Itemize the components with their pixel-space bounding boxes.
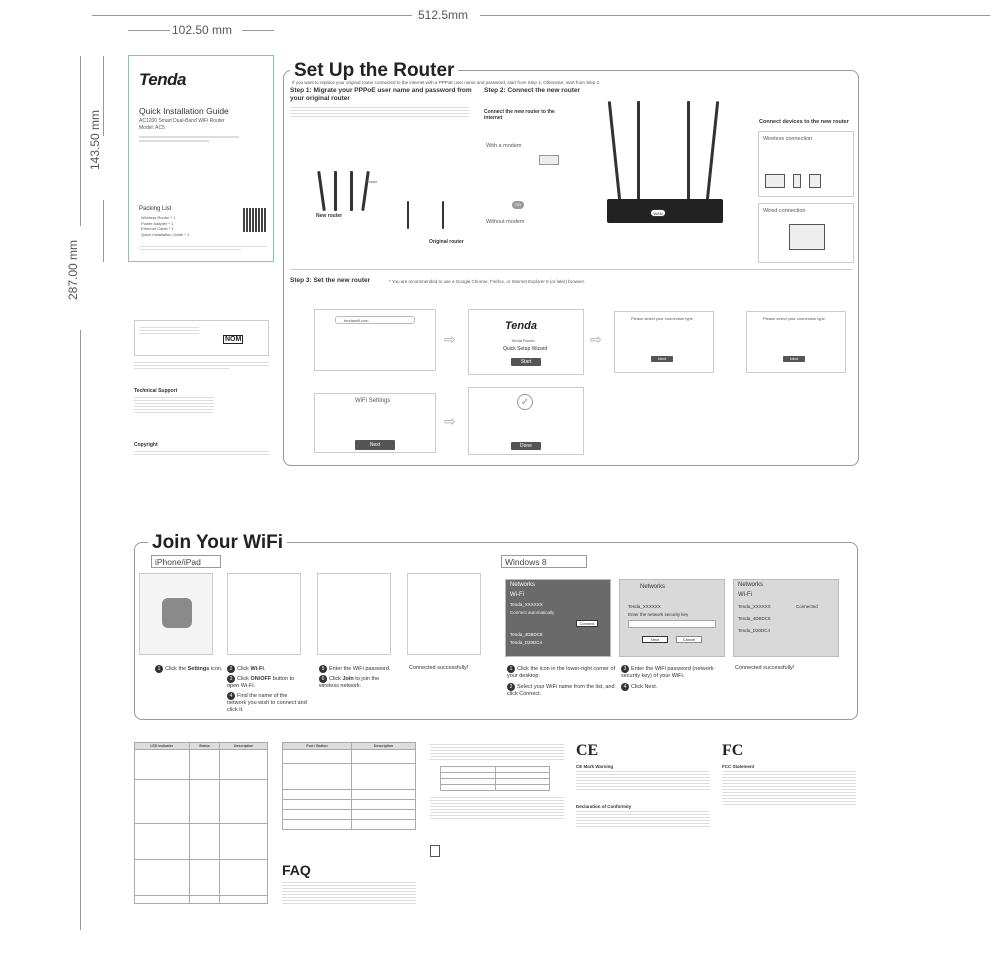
win-success: Connected successfully! xyxy=(735,665,795,671)
ios-step-2-4: 2 Click Wi-Fi. 3 Click ON/OFF button to open Wi-Fi. 4 Find the name of the network you wish to connect and click it. xyxy=(227,666,307,713)
wifi-settings-title: WiFi Settings xyxy=(355,398,391,404)
setup-intro: If you want to replace your original router connected to the internet with a PPPoE user name and password, start from Step 1. Otherwise, start from Step 2. xyxy=(292,80,601,85)
connection-type-title-2: Please select your connection type xyxy=(763,316,825,321)
without-modem-label: Without modem xyxy=(486,219,525,225)
modem-box xyxy=(539,155,559,165)
wireless-box xyxy=(758,131,854,197)
packing-list xyxy=(141,215,189,237)
win-ssid-item: Tenda_D20DC4 xyxy=(738,628,771,633)
faq-title: FAQ xyxy=(282,862,311,878)
weee-bin-icon xyxy=(430,845,440,857)
arrow-icon: ⇨ xyxy=(590,331,602,347)
done-button[interactable]: Done xyxy=(511,442,541,450)
win-enter-key-label: Enter the network security key xyxy=(628,612,689,617)
win-ssid-item[interactable]: Tenda_D20DC4 xyxy=(510,640,543,645)
packing-list-title: Packing List xyxy=(139,206,172,212)
total-height-dim: 287.00 mm xyxy=(66,239,80,300)
qr-code xyxy=(243,208,267,232)
nom-mark: NOM xyxy=(225,336,242,343)
win-next-button[interactable]: Next xyxy=(642,636,668,643)
setup-title: Set Up the Router xyxy=(290,60,458,82)
win-wifi-label: Wi-Fi xyxy=(738,592,752,598)
win-connected-status: Connected xyxy=(796,604,818,609)
ce-mark: CE xyxy=(576,742,599,759)
windows-label: Windows 8 xyxy=(501,555,587,568)
guide-model: Model: AC5 xyxy=(139,125,165,131)
cover-height-dim: 143.50 mm xyxy=(88,109,102,170)
step2-title: Step 2: Connect the new router xyxy=(484,87,581,94)
arrow-icon: ⇨ xyxy=(444,413,456,429)
power-label: Power xyxy=(366,179,378,184)
win-ssid-item[interactable]: Tenda_4DBDC8 xyxy=(510,632,543,637)
ce-warning-title: CE Mark Warning xyxy=(576,764,614,769)
step3-title: Step 3: Set the new router xyxy=(290,277,371,284)
fcc-mark: FC xyxy=(722,742,744,759)
next-button[interactable]: Next xyxy=(651,356,673,362)
win-networks-title: Networks xyxy=(510,582,536,588)
win-connect-button[interactable]: Connect xyxy=(576,620,598,627)
wifi-panel xyxy=(134,542,858,720)
ios-connected-screen xyxy=(407,573,481,655)
new-router-illustration xyxy=(314,171,374,211)
cover-panel xyxy=(128,55,274,262)
tech-support-title: Technical Support xyxy=(134,388,178,394)
fcc-column xyxy=(722,742,856,807)
win-ssid-item: Tenda_XXXXXX xyxy=(738,604,771,609)
url-text: tendawifi.com xyxy=(344,318,369,323)
wifi-settings-screen xyxy=(314,393,436,453)
compliance-box xyxy=(134,320,269,356)
wired-box xyxy=(758,203,854,263)
win-step-3-4: 3 Enter the WiFi password (network security key) of your WiFi. 4 Click Next. xyxy=(621,666,714,690)
check-icon: ✓ xyxy=(517,394,533,410)
wifi-next-button[interactable]: Next xyxy=(355,440,395,450)
ios-password-screen xyxy=(317,573,391,655)
quick-setup-screen xyxy=(468,309,584,375)
with-modem-label: With a modem xyxy=(486,143,522,149)
browser-address-bar[interactable] xyxy=(335,316,415,324)
win-ssid-item: Tenda_4DBDC8 xyxy=(738,616,771,621)
win-connected xyxy=(733,579,839,657)
led-table: LED Indicator Status Description xyxy=(134,742,268,904)
wan-badge: WAN xyxy=(650,209,666,217)
setup-panel xyxy=(283,70,859,466)
or-badge: OR xyxy=(512,201,524,209)
doc-title: Declaration of Conformity xyxy=(576,804,632,809)
guide-subtitle: AC1200 Smart Dual-Band WiFi Router xyxy=(139,118,225,124)
arrow-icon: ⇨ xyxy=(444,331,456,347)
ios-step-1: 1 Click the Settings icon. xyxy=(155,665,225,673)
quick-setup-label: Quick Setup Wizard xyxy=(503,346,548,352)
packing-item: Power Adapter * 1 xyxy=(141,220,174,226)
win-key-input[interactable] xyxy=(628,620,716,628)
tenda-logo: Tenda xyxy=(505,320,537,332)
ce-column xyxy=(576,742,710,829)
win-wifi-label: Wi-Fi xyxy=(510,592,524,598)
next-button-2[interactable]: Next xyxy=(783,356,805,362)
faq-column xyxy=(430,742,564,857)
info-column xyxy=(128,262,274,470)
fcc-title: FCC Statement xyxy=(722,764,755,769)
connection-type-title: Please select your connection type xyxy=(631,316,693,321)
iphone-label: iPhone/iPad xyxy=(151,555,221,568)
win-ssid-selected: Tenda_XXXXXX xyxy=(628,604,661,609)
tenda-router-label: Tenda Router xyxy=(511,338,536,343)
packing-item: Wireless Router * 1 xyxy=(141,215,176,220)
guide-title: Quick Installation Guide xyxy=(139,106,229,116)
wired-connection-label: Wired connection xyxy=(763,208,806,214)
total-width-dim: 512.5mm xyxy=(418,8,469,22)
packing-item: Quick Installation Guide * 1 xyxy=(141,231,190,237)
connection-type-screen-2 xyxy=(746,311,846,373)
wifi-title: Join Your WiFi xyxy=(148,532,287,554)
original-router-illustration xyxy=(402,201,452,231)
port-table: Port / Button Description xyxy=(282,742,416,830)
connect-devices-title: Connect devices to the new router xyxy=(759,119,849,125)
win-connect-auto[interactable]: Connect automatically xyxy=(510,610,555,615)
brand-logo: Tenda xyxy=(139,70,186,89)
win-networks-title: Networks xyxy=(738,582,764,588)
copyright-title: Copyright xyxy=(134,442,158,448)
step1-title: Step 1: Migrate your PPPoE user name and password from your original router xyxy=(290,87,472,102)
new-router-label: New router xyxy=(316,213,343,219)
connection-type-screen-1 xyxy=(614,311,714,373)
win-step-1-2: 1 Click the icon in the lower-right corner of your desktop. 2 Select your WiFi name from the list, and click Connect. xyxy=(507,666,616,697)
packing-item: Ethernet Cable * 1 xyxy=(141,226,174,231)
done-screen xyxy=(468,387,584,455)
ios-success: Connected successfully! xyxy=(409,665,469,671)
wireless-connection-label: Wireless connection xyxy=(763,136,813,142)
start-button[interactable]: Start xyxy=(511,358,541,366)
win-password-dialog xyxy=(619,579,725,657)
win-networks-title: Networks xyxy=(640,584,666,590)
cover-width-dim: 102.50 mm xyxy=(172,23,233,37)
browser-screen xyxy=(314,309,436,371)
win-cancel-button[interactable]: Cancel xyxy=(676,636,702,643)
win-networks-list xyxy=(505,579,611,657)
ios-settings-screen xyxy=(139,573,213,655)
original-router-label: Original router xyxy=(429,239,464,245)
win-ssid-item[interactable]: Tenda_XXXXXX xyxy=(510,602,543,607)
ios-wifi-screen xyxy=(227,573,301,655)
ios-step-5-6: 5 Enter the WiFi password. 6 Click Join to join the wireless network. xyxy=(319,666,391,689)
settings-gear-icon xyxy=(162,598,192,628)
connect-new-router-label: Connect the new router to the internet xyxy=(484,109,555,121)
step3-note: * You are recommended to use a Google Chrome, Firefox, or Internet Explorer 8 (or later) browser. xyxy=(389,279,586,284)
